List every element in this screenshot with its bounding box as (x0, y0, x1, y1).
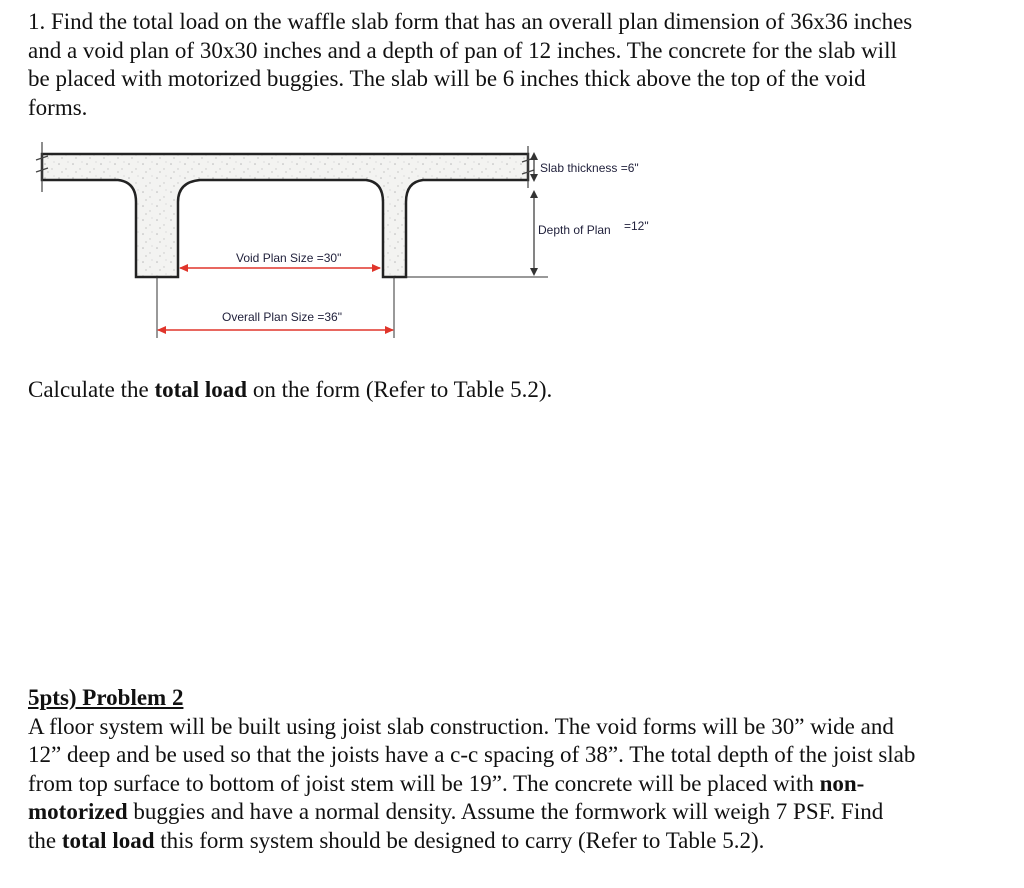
arrowhead (157, 326, 166, 334)
depth-label: Depth of Plan (538, 223, 611, 237)
problem-2-line: A floor system will be built using joist slab construction. The void forms will be 30” wide and (28, 713, 894, 739)
arrowhead (530, 268, 538, 276)
problem-1-line: and a void plan of 30x30 inches and a depth of pan of 12 inches. The concrete for the slab will (28, 37, 897, 63)
problem-1-line: forms. (28, 94, 88, 120)
calculate-instruction (28, 376, 552, 405)
problem-1-text (28, 8, 1003, 122)
waffle-slab-diagram (28, 132, 688, 342)
arrowhead (179, 264, 188, 272)
overall-plan-label: Overall Plan Size =36" (222, 310, 342, 324)
calc-bold: total load (154, 377, 248, 402)
depth-label-value: =12" (624, 219, 649, 233)
slab-thickness-label: Slab thickness =6" (540, 161, 639, 175)
problem-2-line (28, 770, 1003, 799)
arrowhead (372, 264, 381, 272)
void-plan-label: Void Plan Size =30" (236, 251, 342, 265)
problem-1-line: 1. Find the total load on the waffle slab form that has an overall plan dimension of 36x36 inches (28, 9, 913, 34)
problem-2 (28, 684, 1003, 855)
problem-2-line: 12” deep and be used so that the joists have a c-c spacing of 38”. The total depth of the joist slab (28, 742, 916, 767)
problem-2-text: buggies and have a normal density. Assume the formwork will weigh 7 PSF. Find (127, 799, 884, 824)
problem-2-text: the (28, 827, 62, 853)
calc-text: Calculate the (28, 377, 155, 402)
problem-2-bold: non- (819, 770, 865, 796)
calc-text: on the form (Refer to Table 5.2). (247, 377, 553, 402)
problem-2-heading: 5pts) Problem 2 (28, 685, 184, 710)
problem-2-text: from top surface to bottom of joist stem will be 19”. The concrete will be placed with (28, 770, 820, 796)
arrowhead (530, 152, 538, 160)
problem-1-line: be placed with motorized buggies. The slab will be 6 inches thick above the top of the void (28, 66, 866, 91)
problem-2-bold: motorized (28, 799, 128, 824)
arrowhead (530, 190, 538, 198)
problem-2-line (28, 827, 1003, 856)
problem-2-bold: total load (61, 827, 155, 853)
arrowhead (530, 174, 538, 182)
problem-2-text: this form system should be designed to carry (Refer to Table 5.2). (154, 827, 765, 853)
arrowhead (385, 326, 394, 334)
problem-2-line (28, 798, 1003, 827)
